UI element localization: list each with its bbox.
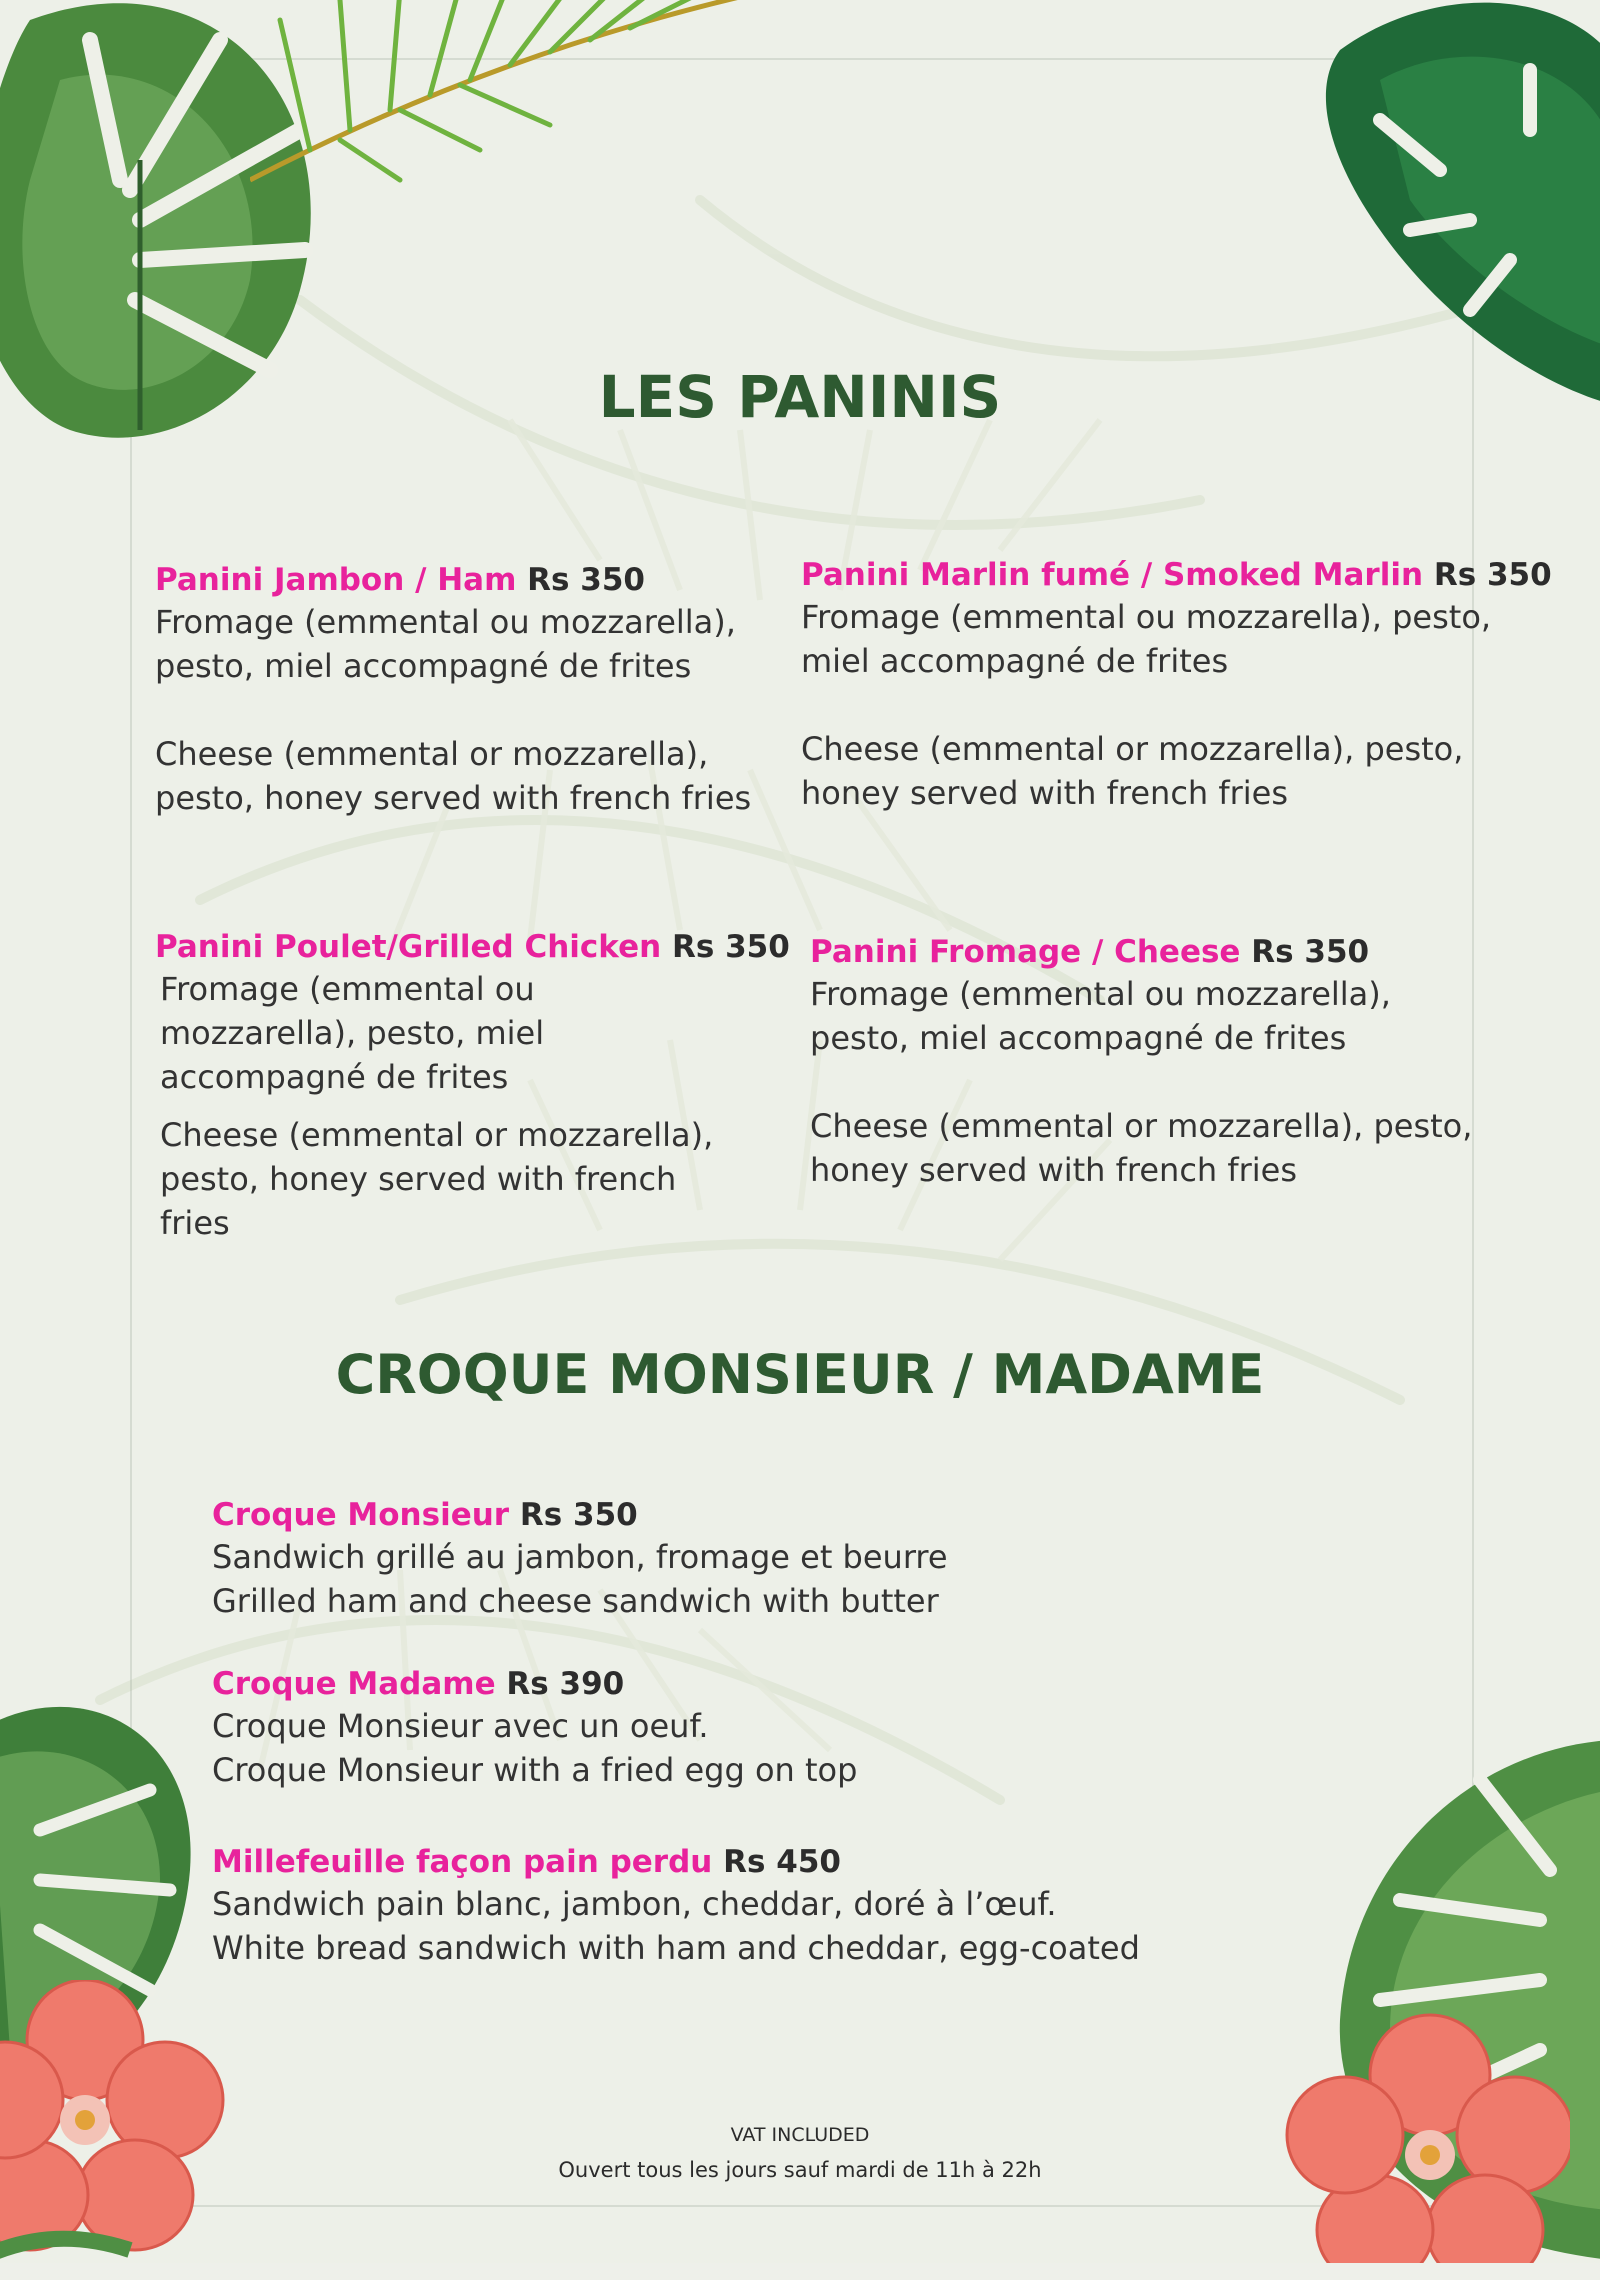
item-name: Panini Marlin fumé / Smoked Marlin [801, 557, 1424, 593]
menu-item [801, 555, 1552, 815]
item-heading [801, 555, 1552, 595]
menu-item [810, 932, 1550, 1192]
menu-item [212, 1842, 1312, 1970]
item-description: Sandwich pain blanc, jambon, cheddar, doré à l’œuf. White bread sandwich with ham and cheddar, egg-coated [212, 1885, 1140, 1967]
item-name: Panini Poulet/Grilled Chicken [155, 929, 662, 965]
item-price: Rs 390 [506, 1666, 625, 1702]
opening-hours: Ouvert tous les jours sauf mardi de 11h à 22h [558, 2158, 1042, 2182]
item-description-en: Cheese (emmental or mozzarella), pesto, honey served with french fries [801, 730, 1464, 812]
item-name: Croque Madame [212, 1666, 496, 1702]
item-description-en: Cheese (emmental or mozzarella), pesto, honey served with french fries [155, 735, 752, 817]
menu-item [212, 1664, 1312, 1792]
item-heading [810, 932, 1550, 972]
menu-item [212, 1495, 1312, 1623]
item-description-fr: Fromage (emmental ou mozzarella), pesto, miel accompagné de frites [810, 975, 1391, 1057]
item-price: Rs 350 [519, 1497, 638, 1533]
item-heading [212, 1842, 1312, 1882]
item-description-fr: Fromage (emmental ou mozzarella), pesto, miel accompagné de frites [801, 598, 1492, 680]
item-price: Rs 350 [1251, 934, 1370, 970]
item-name: Panini Fromage / Cheese [810, 934, 1241, 970]
vat-note: VAT INCLUDED [730, 2124, 870, 2146]
item-description-fr: Fromage (emmental ou mozzarella), pesto, miel accompagné de frites [155, 603, 736, 685]
item-price: Rs 350 [527, 562, 645, 598]
item-price: Rs 350 [1433, 557, 1552, 593]
item-description-en: Cheese (emmental or mozzarella), pesto, honey served with french fries [810, 1107, 1473, 1189]
item-heading [155, 927, 795, 967]
item-description: Sandwich grillé au jambon, fromage et beurre Grilled ham and cheese sandwich with butter [212, 1538, 948, 1620]
item-name: Panini Jambon / Ham [155, 562, 517, 598]
section-title-paninis: LES PANINIS [598, 363, 1002, 431]
item-name: Millefeuille façon pain perdu [212, 1844, 713, 1880]
item-description-fr: Fromage (emmental ou mozzarella), pesto, miel accompagné de frites [160, 970, 545, 1096]
item-name: Croque Monsieur [212, 1497, 510, 1533]
item-heading [212, 1664, 1312, 1704]
menu-item [155, 927, 795, 1245]
section-title-croque: CROQUE MONSIEUR / MADAME [335, 1343, 1265, 1406]
item-heading [155, 560, 755, 600]
item-description: Croque Monsieur avec un oeuf. Croque Monsieur with a fried egg on top [212, 1707, 858, 1789]
item-price: Rs 450 [723, 1844, 841, 1880]
item-description-en: Cheese (emmental or mozzarella), pesto, honey served with french fries [160, 1116, 714, 1242]
menu-item [155, 560, 755, 820]
item-price: Rs 350 [671, 929, 790, 965]
item-heading [212, 1495, 1312, 1535]
